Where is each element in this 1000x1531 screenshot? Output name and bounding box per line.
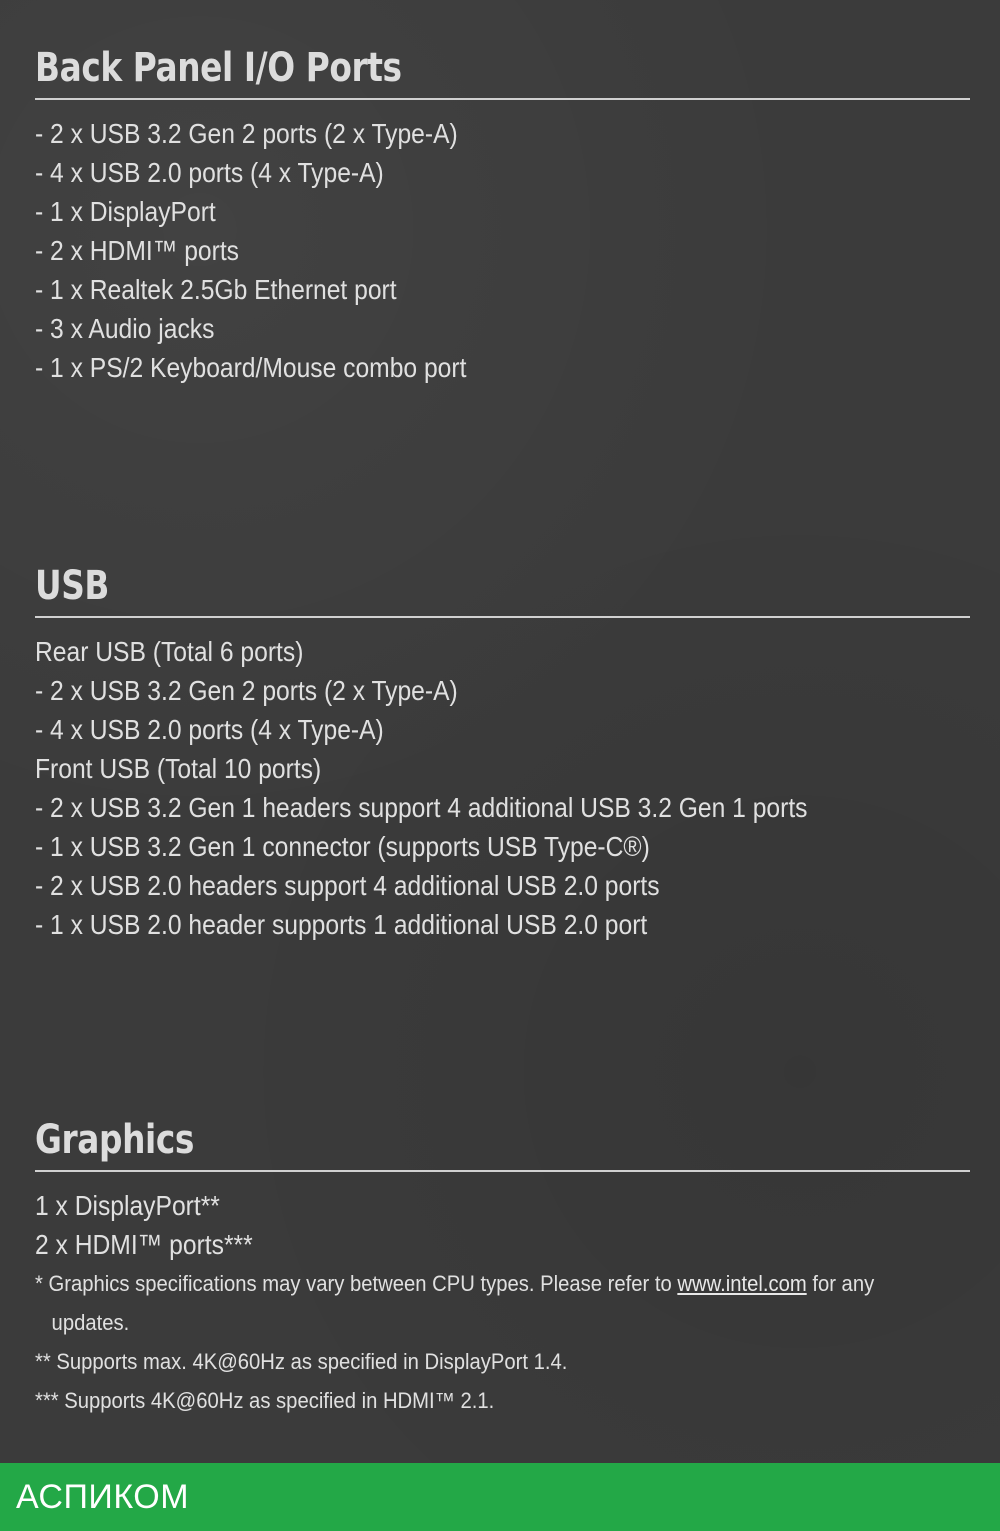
usb-list	[35, 632, 970, 944]
list-item: - 2 x HDMI™ ports	[35, 235, 239, 266]
section-divider	[35, 1170, 970, 1172]
list-item: 2 x HDMI™ ports***	[35, 1229, 253, 1260]
list-item: - 4 x USB 2.0 ports (4 x Type-A)	[35, 714, 384, 745]
list-item: - 1 x PS/2 Keyboard/Mouse combo port	[35, 352, 467, 383]
footer-bar	[0, 1463, 1000, 1531]
list-item: - 2 x USB 2.0 headers support 4 additional USB 2.0 ports	[35, 870, 660, 901]
footnote-displayport: ** Supports max. 4K@60Hz as specified in DisplayPort 1.4.	[35, 1349, 568, 1374]
graphics-section	[35, 1116, 970, 1420]
back-panel-title: Back Panel I/O Ports	[35, 45, 402, 91]
graphics-title: Graphics	[35, 1117, 194, 1163]
footnote-text: for any	[806, 1271, 875, 1296]
back-panel-list	[35, 114, 970, 387]
back-panel-section	[35, 44, 970, 387]
list-item: - 2 x USB 3.2 Gen 2 ports (2 x Type-A)	[35, 118, 458, 149]
list-item: - 1 x DisplayPort	[35, 196, 216, 227]
list-item: - 2 x USB 3.2 Gen 1 headers support 4 additional USB 3.2 Gen 1 ports	[35, 792, 808, 823]
list-item: Front USB (Total 10 ports)	[35, 753, 322, 784]
list-item: - 1 x USB 2.0 header supports 1 additional USB 2.0 port	[35, 909, 648, 940]
footnote-graphics-cont	[35, 1303, 895, 1342]
list-item: - 3 x Audio jacks	[35, 313, 215, 344]
footnote-text: * Graphics specifications may vary between CPU types. Please refer to	[35, 1271, 678, 1296]
footnote-text: updates.	[51, 1310, 130, 1335]
list-item: Rear USB (Total 6 ports)	[35, 636, 304, 667]
list-item: - 1 x USB 3.2 Gen 1 connector (supports USB Type-C®)	[35, 831, 650, 862]
brand-watermark: АСПИКОМ	[16, 1478, 190, 1516]
graphics-list	[35, 1186, 970, 1420]
section-divider	[35, 616, 970, 618]
usb-title: USB	[35, 563, 110, 609]
list-item: - 1 x Realtek 2.5Gb Ethernet port	[35, 274, 397, 305]
footnote-hdmi: *** Supports 4K@60Hz as specified in HDMI™ 2.1.	[35, 1388, 495, 1413]
intel-link[interactable]: www.intel.com	[677, 1271, 807, 1296]
section-divider	[35, 98, 970, 100]
footnote-graphics	[35, 1264, 895, 1303]
usb-section	[35, 562, 970, 944]
list-item: 1 x DisplayPort**	[35, 1190, 220, 1221]
list-item: - 2 x USB 3.2 Gen 2 ports (2 x Type-A)	[35, 675, 458, 706]
list-item: - 4 x USB 2.0 ports (4 x Type-A)	[35, 157, 384, 188]
